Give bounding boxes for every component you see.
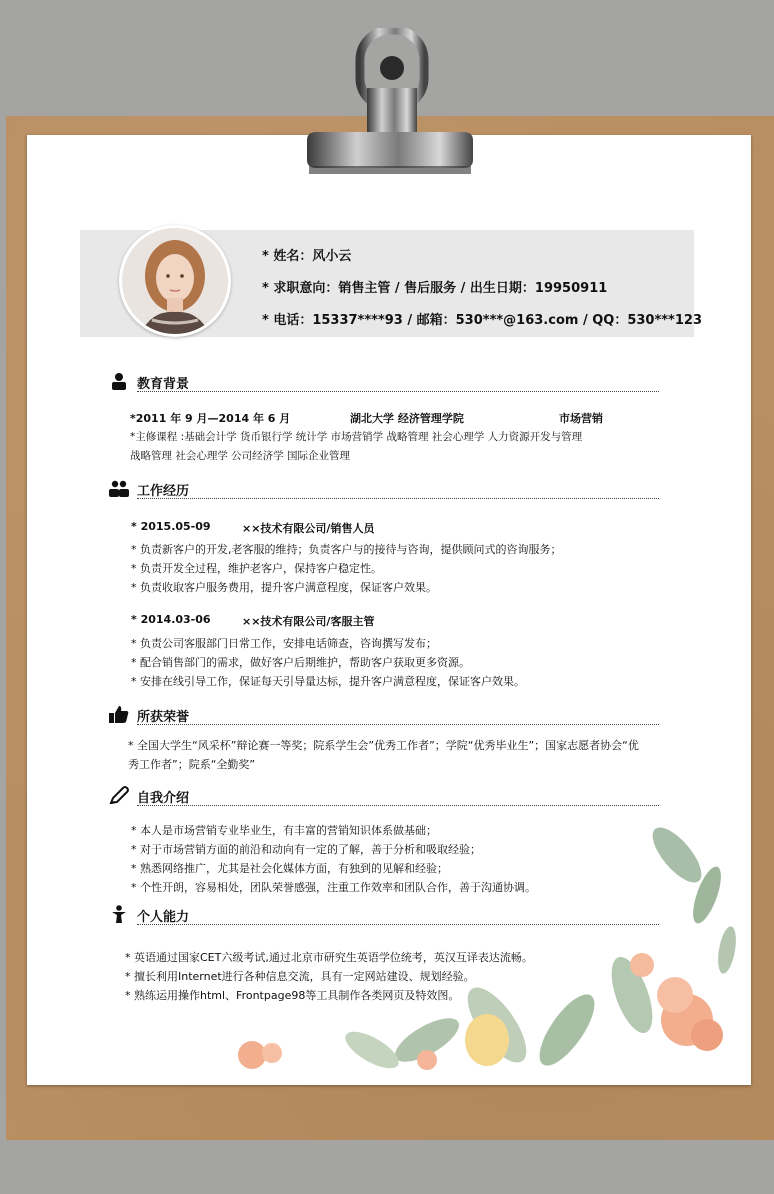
- education-period: *2011 年 9 月—2014 年 6 月: [130, 412, 291, 425]
- person-icon: [109, 372, 129, 390]
- intro-item: * 本人是市场营销专业毕业生，有丰富的营销知识体系做基础；: [131, 824, 437, 837]
- skills-section: [109, 903, 659, 925]
- name-line: * 姓名：风小云: [262, 249, 352, 264]
- job-2-item: * 安排在线引导工作，保证每天引导量达标，提升客户满意程度，保证客户效果。: [131, 675, 525, 688]
- skills-item: * 擅长利用Internet进行各种信息交流，具有一定网站建设、规划经验。: [125, 970, 475, 983]
- job-1-item: * 负责收取客户服务费用，提升客户满意程度，保证客户效果。: [131, 581, 437, 594]
- pen-icon: [109, 786, 129, 804]
- job-1-item: * 负责开发全过程，维护老客户，保持客户稳定性。: [131, 562, 382, 575]
- figure-icon: [109, 905, 129, 923]
- work-section: [109, 477, 659, 499]
- job-2-date: * 2014.03-06: [131, 613, 211, 626]
- skills-item: * 英语通过国家CET六级考试,通过北京市研究生英语学位统考，英汉互译表达流畅。: [125, 951, 533, 964]
- intro-item: * 个性开朗，容易相处，团队荣誉感强，注重工作效率和团队合作，善于沟通协调。: [131, 881, 536, 894]
- resume-paper: [27, 135, 751, 1085]
- work-title: 工作经历: [137, 484, 190, 499]
- intro-item: * 熟悉网络推广，尤其是社会化媒体方面，有独到的见解和经验；: [131, 862, 448, 875]
- avatar: [119, 225, 231, 337]
- skills-item: * 熟练运用操作html、Frontpage98等工具制作各类网页及特效图。: [125, 989, 460, 1002]
- job-2-company: ××技术有限公司/客服主管: [242, 615, 375, 628]
- honors-line-1: * 全国大学生“风采杯”辩论赛一等奖；院系学生会”优秀工作者”；学院“优秀毕业生”；国家志愿者协会“优: [128, 739, 639, 752]
- job-1-item: * 负责新客户的开发,老客服的维持；负责客户与的接待与咨询，提供顾问式的咨询服务；: [131, 543, 562, 556]
- contact-line: * 电话：15337****93 / 邮箱：530***@163.com / QQ：530***123: [262, 313, 702, 328]
- people-icon: [109, 479, 129, 497]
- honors-line-2: 秀工作者”；院系“全勤奖”: [128, 758, 256, 771]
- job-1-date: * 2015.05-09: [131, 520, 211, 533]
- thumbs-up-icon: [109, 705, 129, 723]
- honors-title: 所获荣誉: [137, 710, 190, 725]
- intro-section: [109, 784, 659, 806]
- job-line: * 求职意向：销售主管 / 售后服务 / 出生日期：19950911: [262, 281, 608, 296]
- skills-title: 个人能力: [137, 910, 190, 925]
- job-2-item: * 负责公司客服部门日常工作，安排电话筛查，咨询撰写发布；: [131, 637, 437, 650]
- education-section: [109, 370, 659, 392]
- education-school: 湖北大学 经济管理学院: [350, 412, 464, 425]
- education-courses-1: *主修课程 :基础会计学 货币银行学 统计学 市场营销学 战略管理 社会心理学 人力资源开发与管理: [130, 431, 583, 443]
- intro-title: 自我介绍: [137, 791, 190, 806]
- job-2-item: * 配合销售部门的需求，做好客户后期维护，帮助客户获取更多资源。: [131, 656, 470, 669]
- intro-item: * 对于市场营销方面的前沿和动向有一定的了解，善于分析和吸取经验；: [131, 843, 481, 856]
- education-courses-2: 战略管理 社会心理学 公司经济学 国际企业管理: [130, 450, 351, 462]
- education-title: 教育背景: [137, 377, 190, 392]
- education-major: 市场营销: [559, 412, 603, 425]
- job-1-company: ××技术有限公司/销售人员: [242, 522, 375, 535]
- honors-section: [109, 703, 659, 725]
- binder-clip-icon: [305, 28, 475, 176]
